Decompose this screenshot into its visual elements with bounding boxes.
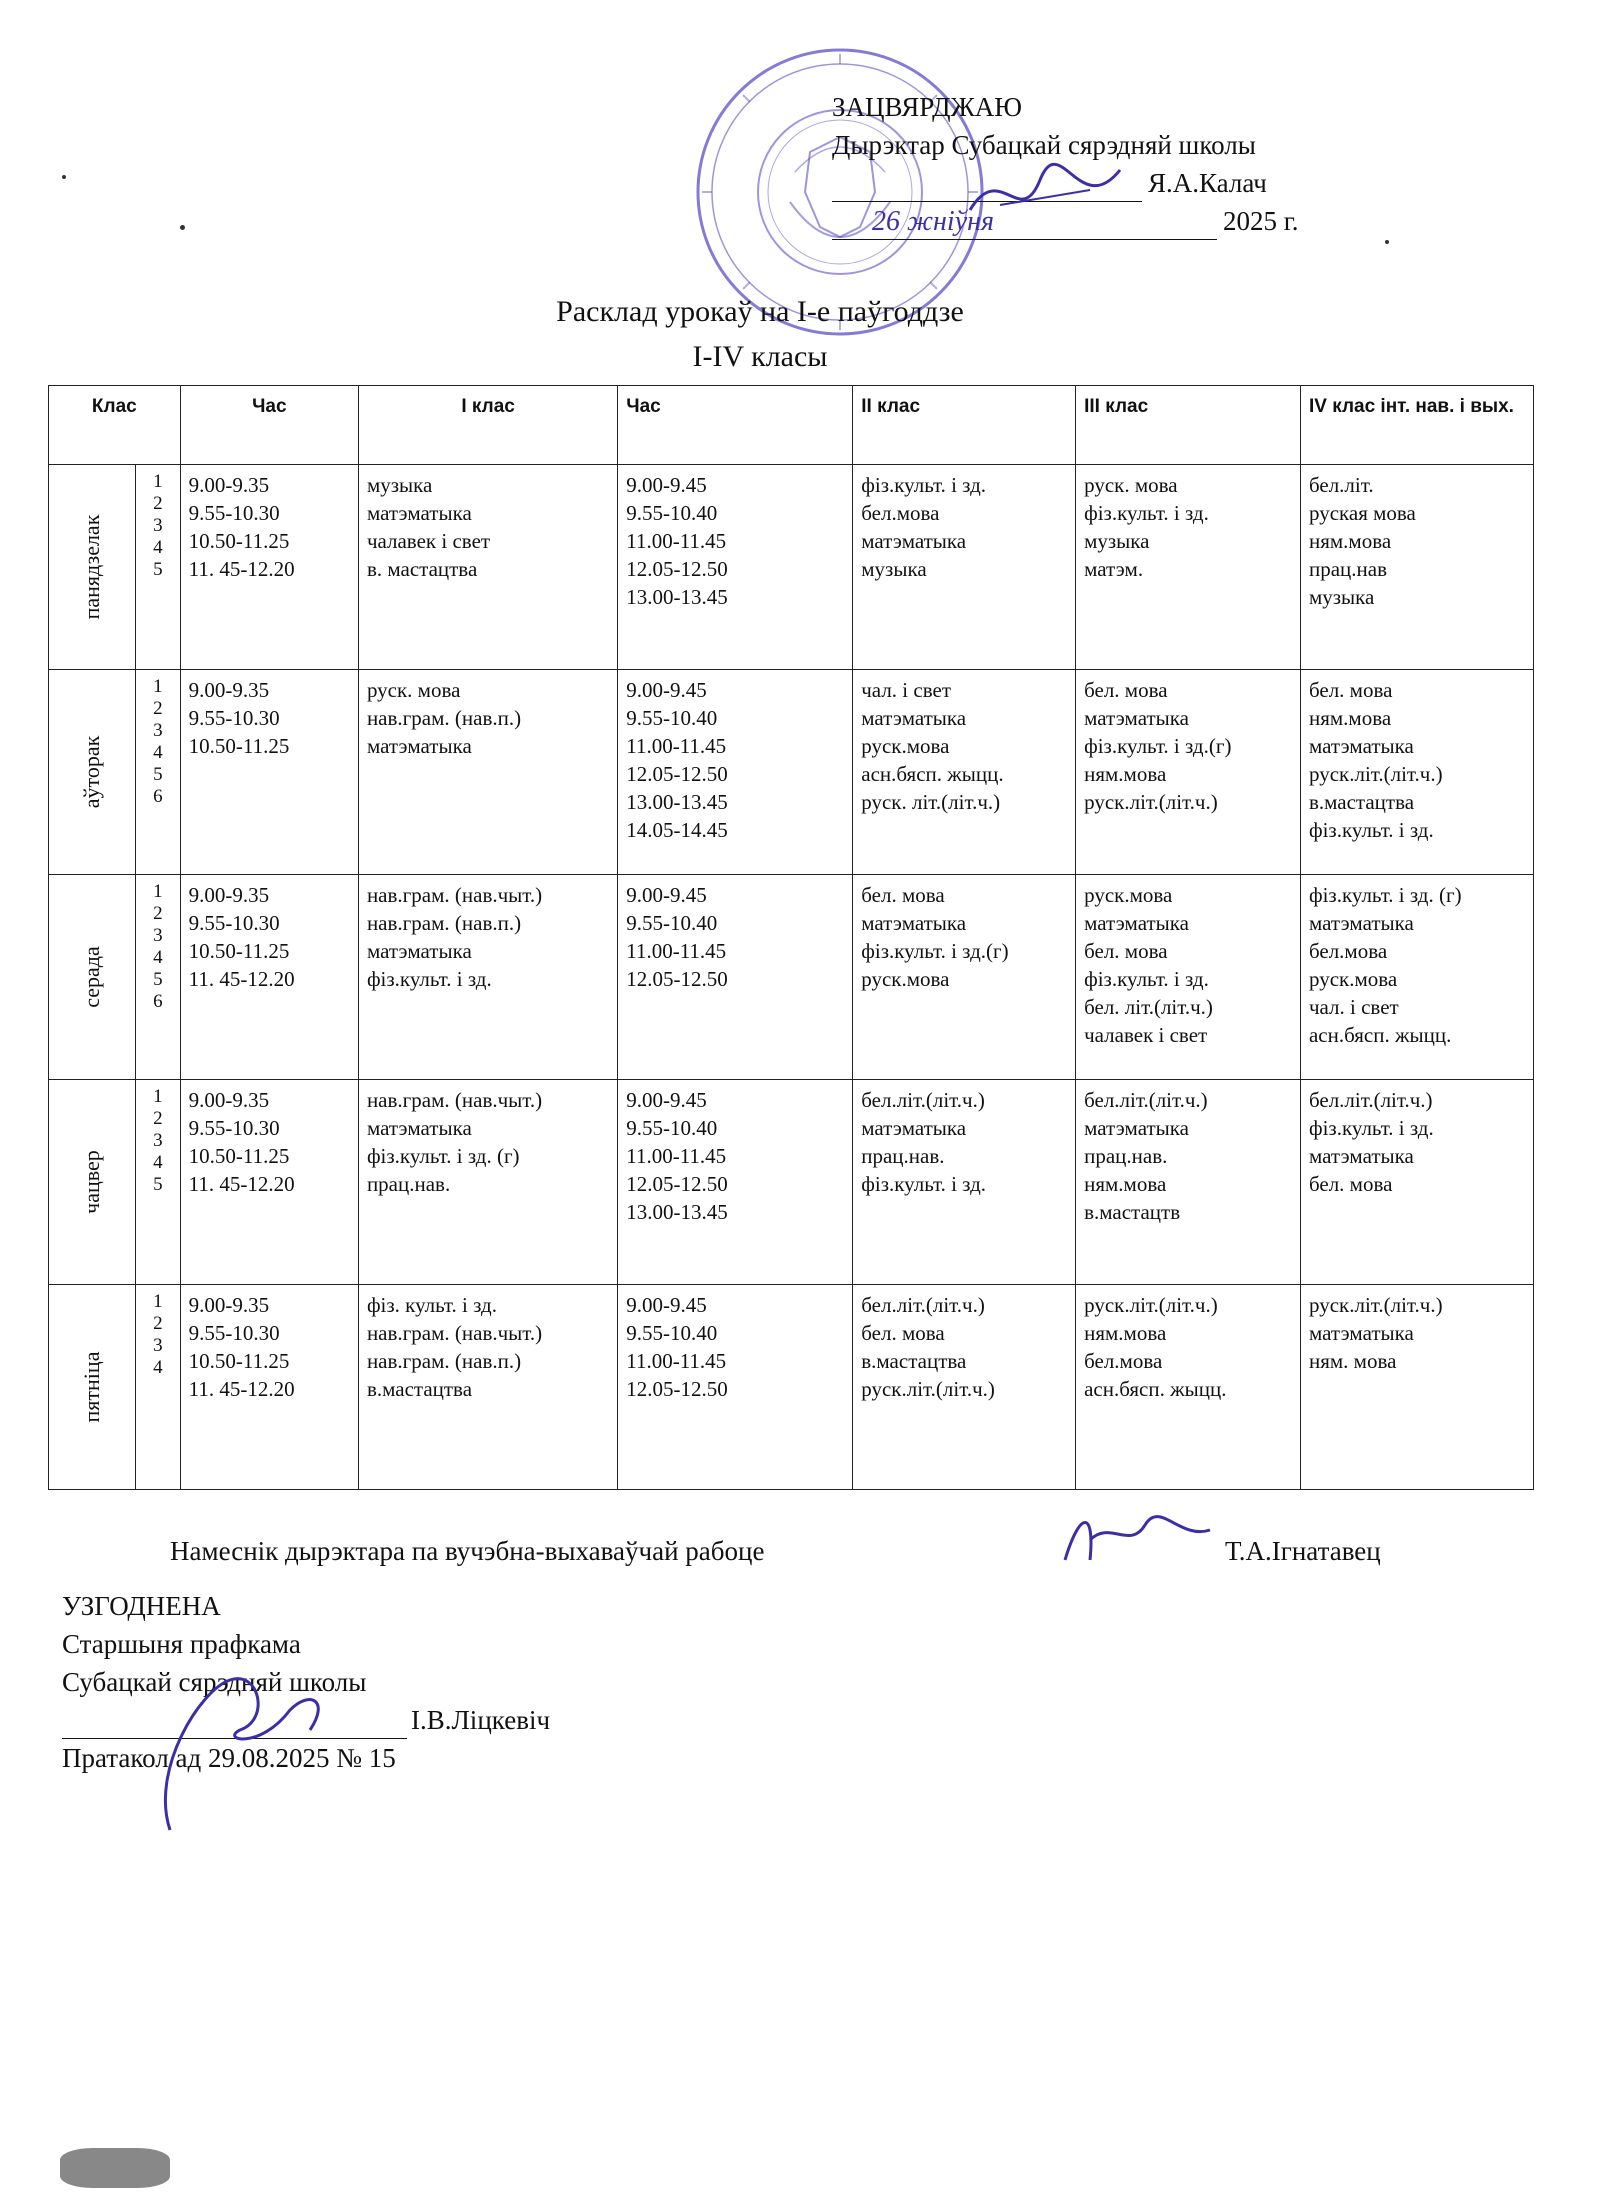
subjects-grade1-line: в.мастацтва xyxy=(366,1377,473,1401)
lesson-numbers-line: 5 xyxy=(153,559,163,580)
subjects-grade2-line: музыка xyxy=(861,557,927,581)
subjects-grade2 xyxy=(853,670,1076,875)
subjects-grade2-line: асн.бясп. жыцц. xyxy=(861,762,1004,786)
subjects-grade4-line: бел. мова xyxy=(1308,1172,1393,1196)
document-subtitle: І-ІV класы xyxy=(692,340,828,373)
lesson-numbers-line: 2 xyxy=(153,493,163,514)
day-name: панядзелак xyxy=(79,514,105,620)
scan-speck xyxy=(1385,240,1389,244)
time-grades2-4-line: 14.05-14.45 xyxy=(626,818,728,842)
deputy-name: Т.А.Ігнатавец xyxy=(1225,1536,1381,1566)
subjects-grade4-line: бел.літ. xyxy=(1308,473,1374,497)
subjects-grade1-line: музыка xyxy=(366,473,433,497)
subjects-grade4-line: матэматыка xyxy=(1308,911,1414,935)
subjects-grade2-line: чал. і свет xyxy=(861,678,951,702)
subjects-grade2-line: бел.мова xyxy=(861,501,940,525)
time-grades2-4-line: 9.55-10.40 xyxy=(626,1116,718,1140)
time-grade1-line: 11. 45-12.20 xyxy=(188,1172,295,1196)
subjects-grade4-line: руск.мова xyxy=(1308,967,1398,991)
subjects-grade1-line: матэматыка xyxy=(366,501,472,525)
subjects-grade3-line: фіз.культ. і зд.(г) xyxy=(1084,734,1232,758)
time-grade1-line: 10.50-11.25 xyxy=(188,939,290,963)
subjects-grade4-line: ням.мова xyxy=(1308,529,1392,553)
subjects-grade1-line: чалавек і свет xyxy=(366,529,491,553)
subjects-grade1-line: фіз. культ. і зд. xyxy=(366,1293,497,1317)
time-grades2-4 xyxy=(618,670,853,875)
time-grade1 xyxy=(180,1285,358,1490)
subjects-grade4 xyxy=(1300,1285,1533,1490)
subjects-grade2-line: руск.літ.(літ.ч.) xyxy=(861,1377,995,1401)
subjects-grade3-line: в.мастацтв xyxy=(1084,1200,1181,1224)
approval-name: Я.А.Калач xyxy=(1148,168,1267,198)
deputy-signature xyxy=(1050,1500,1220,1580)
subjects-grade4-line: ням. мова xyxy=(1308,1349,1397,1373)
header-time-2: Час xyxy=(618,386,853,465)
subjects-grade4-line: фіз.культ. і зд. xyxy=(1308,818,1434,842)
time-grades2-4-line: 9.00-9.45 xyxy=(626,678,707,702)
header-time-1: Час xyxy=(180,386,358,465)
subjects-grade3 xyxy=(1076,1285,1301,1490)
time-grade1-line: 9.55-10.30 xyxy=(188,706,280,730)
time-grades2-4-line: 12.05-12.50 xyxy=(626,1172,728,1196)
union-signature xyxy=(140,1650,340,1840)
time-grade1-line: 10.50-11.25 xyxy=(188,734,290,758)
day-cell xyxy=(49,465,136,670)
subjects-grade4-line: матэматыка xyxy=(1308,1321,1414,1345)
subjects-grade4-line: матэматыка xyxy=(1308,1144,1414,1168)
day-cell xyxy=(49,670,136,875)
subjects-grade3-line: фіз.культ. і зд. xyxy=(1084,501,1209,525)
lesson-numbers-line: 2 xyxy=(153,903,163,924)
subjects-grade3 xyxy=(1076,465,1301,670)
subjects-grade2 xyxy=(853,875,1076,1080)
subjects-grade2-line: руск. літ.(літ.ч.) xyxy=(861,790,1001,814)
header-class-3: ІІІ клас xyxy=(1076,386,1301,465)
time-grade1 xyxy=(180,465,358,670)
subjects-grade1 xyxy=(358,875,617,1080)
time-grades2-4-line: 13.00-13.45 xyxy=(626,585,728,609)
subjects-grade1 xyxy=(358,1285,617,1490)
lesson-numbers xyxy=(136,875,181,1080)
subjects-grade2 xyxy=(853,1080,1076,1285)
approval-heading: ЗАЦВЯРДЖАЮ xyxy=(832,92,1023,122)
subjects-grade2 xyxy=(853,465,1076,670)
time-grade1 xyxy=(180,670,358,875)
table-row xyxy=(49,1080,1534,1285)
subjects-grade2-line: руск.мова xyxy=(861,734,950,758)
time-grades2-4-line: 11.00-11.45 xyxy=(626,734,727,758)
subjects-grade4 xyxy=(1300,670,1533,875)
subjects-grade3-line: фіз.культ. і зд. xyxy=(1084,967,1209,991)
lesson-numbers-line: 5 xyxy=(153,764,163,785)
subjects-grade2 xyxy=(853,1285,1076,1490)
time-grades2-4-line: 11.00-11.45 xyxy=(626,939,727,963)
subjects-grade2-line: бел. мова xyxy=(861,883,945,907)
time-grades2-4-line: 9.00-9.45 xyxy=(626,473,707,497)
lesson-numbers-line: 2 xyxy=(153,698,163,719)
day-name: серада xyxy=(79,946,105,1008)
subjects-grade3-line: бел.літ.(літ.ч.) xyxy=(1084,1088,1208,1112)
lesson-numbers xyxy=(136,1080,181,1285)
subjects-grade4-line: руская мова xyxy=(1308,501,1416,525)
subjects-grade2-line: прац.нав. xyxy=(861,1144,945,1168)
lesson-numbers-line: 3 xyxy=(153,1130,163,1151)
subjects-grade2-line: матэматыка xyxy=(861,529,967,553)
lesson-numbers-line: 1 xyxy=(153,676,163,697)
day-cell xyxy=(49,1285,136,1490)
time-grade1-line: 9.55-10.30 xyxy=(188,911,280,935)
subjects-grade1-line: фіз.культ. і зд. xyxy=(366,967,492,991)
subjects-grade2-line: фіз.культ. і зд.(г) xyxy=(861,939,1009,963)
subjects-grade3-line: матэм. xyxy=(1084,557,1144,581)
subjects-grade1-line: матэматыка xyxy=(366,734,472,758)
subjects-grade4-line: ням.мова xyxy=(1308,706,1392,730)
subjects-grade3-line: матэматыка xyxy=(1084,911,1189,935)
time-grades2-4-line: 9.55-10.40 xyxy=(626,1321,718,1345)
subjects-grade2-line: бел.літ.(літ.ч.) xyxy=(861,1293,985,1317)
subjects-grade1-line: нав.грам. (нав.п.) xyxy=(366,911,522,935)
subjects-grade3-line: руск.літ.(літ.ч.) xyxy=(1084,1293,1218,1317)
table-header-row xyxy=(49,386,1534,465)
subjects-grade4 xyxy=(1300,1080,1533,1285)
subjects-grade4-line: бел.літ.(літ.ч.) xyxy=(1308,1088,1433,1112)
approval-year: 2025 г. xyxy=(1223,206,1299,236)
subjects-grade1 xyxy=(358,1080,617,1285)
scan-speck xyxy=(180,225,185,230)
header-class-2: ІІ клас xyxy=(853,386,1076,465)
subjects-grade3-line: ням.мова xyxy=(1084,1321,1167,1345)
time-grade1 xyxy=(180,875,358,1080)
subjects-grade4-line: бел.мова xyxy=(1308,939,1388,963)
lesson-numbers-line: 3 xyxy=(153,1335,163,1356)
subjects-grade4-line: матэматыка xyxy=(1308,734,1414,758)
time-grades2-4-line: 11.00-11.45 xyxy=(626,529,727,553)
approval-date-handwritten: 26 жніўня xyxy=(872,206,995,237)
time-grades2-4 xyxy=(618,875,853,1080)
time-grades2-4-line: 13.00-13.45 xyxy=(626,790,728,814)
lesson-numbers-line: 5 xyxy=(153,969,163,990)
subjects-grade3-line: руск. мова xyxy=(1084,473,1178,497)
subjects-grade3-line: ням.мова xyxy=(1084,1172,1167,1196)
deputy-position: Намеснік дырэктара па вучэбна-выхаваўчай рабоце xyxy=(170,1536,765,1566)
subjects-grade1-line: в. мастацтва xyxy=(366,557,478,581)
time-grades2-4-line: 11.00-11.45 xyxy=(626,1144,727,1168)
time-grade1-line: 9.00-9.35 xyxy=(188,1088,270,1112)
subjects-grade4-line: руск.літ.(літ.ч.) xyxy=(1308,762,1443,786)
subjects-grade1-line: фіз.культ. і зд. (г) xyxy=(366,1144,520,1168)
subjects-grade4-line: бел. мова xyxy=(1308,678,1393,702)
lesson-numbers xyxy=(136,1285,181,1490)
subjects-grade4-line: руск.літ.(літ.ч.) xyxy=(1308,1293,1443,1317)
day-name: чацвер xyxy=(79,1150,105,1214)
header-class-4: ІV клас інт. нав. і вых. xyxy=(1300,386,1533,465)
subjects-grade3-line: музыка xyxy=(1084,529,1150,553)
time-grade1-line: 9.55-10.30 xyxy=(188,1116,280,1140)
subjects-grade3-line: чалавек і свет xyxy=(1084,1023,1208,1047)
agreed-line2: Субацкай сярэдняй школы xyxy=(62,1667,367,1697)
approval-position: Дырэктар Субацкай сярэдняй школы xyxy=(832,130,1256,160)
subjects-grade3-line: руск.мова xyxy=(1084,883,1173,907)
time-grades2-4-line: 9.00-9.45 xyxy=(626,1088,707,1112)
lesson-numbers-line: 3 xyxy=(153,925,163,946)
subjects-grade2-line: матэматыка xyxy=(861,706,967,730)
time-grade1-line: 9.55-10.30 xyxy=(188,501,280,525)
time-grade1 xyxy=(180,1080,358,1285)
lesson-numbers xyxy=(136,670,181,875)
header-class: Клас xyxy=(49,386,181,465)
subjects-grade3-line: бел.мова xyxy=(1084,1349,1163,1373)
day-cell xyxy=(49,875,136,1080)
time-grade1-line: 9.00-9.35 xyxy=(188,473,270,497)
agreed-heading: УЗГОДНЕНА xyxy=(62,1591,221,1621)
subjects-grade2-line: матэматыка xyxy=(861,911,967,935)
time-grade1-line: 9.00-9.35 xyxy=(188,1293,270,1317)
subjects-grade4 xyxy=(1300,875,1533,1080)
subjects-grade2-line: бел. мова xyxy=(861,1321,945,1345)
lesson-numbers-line: 6 xyxy=(153,991,163,1012)
time-grade1-line: 10.50-11.25 xyxy=(188,529,290,553)
subjects-grade4-line: в.мастацтва xyxy=(1308,790,1415,814)
subjects-grade1-line: нав.грам. (нав.п.) xyxy=(366,706,522,730)
director-signature xyxy=(960,150,1130,240)
lesson-numbers-line: 4 xyxy=(153,947,163,968)
day-cell xyxy=(49,1080,136,1285)
time-grades2-4-line: 12.05-12.50 xyxy=(626,1377,728,1401)
table-row xyxy=(49,465,1534,670)
agreed-protocol: Пратакол ад 29.08.2025 № 15 xyxy=(62,1743,396,1773)
time-grades2-4 xyxy=(618,465,853,670)
time-grades2-4-line: 9.55-10.40 xyxy=(626,706,718,730)
subjects-grade3-line: бел. мова xyxy=(1084,678,1168,702)
subjects-grade4-line: фіз.культ. і зд. xyxy=(1308,1116,1434,1140)
day-name: пятніца xyxy=(79,1351,105,1423)
lesson-numbers-line: 3 xyxy=(153,515,163,536)
time-grades2-4-line: 9.00-9.45 xyxy=(626,883,707,907)
subjects-grade3-line: бел. літ.(літ.ч.) xyxy=(1084,995,1213,1019)
subjects-grade1-line: нав.грам. (нав.п.) xyxy=(366,1349,522,1373)
time-grades2-4-line: 9.55-10.40 xyxy=(626,911,718,935)
subjects-grade2-line: руск.мова xyxy=(861,967,950,991)
time-grade1-line: 11. 45-12.20 xyxy=(188,557,295,581)
subjects-grade1 xyxy=(358,670,617,875)
subjects-grade4 xyxy=(1300,465,1533,670)
agreed-name: І.В.Ліцкевіч xyxy=(411,1705,551,1735)
lesson-numbers-line: 4 xyxy=(153,537,163,558)
table-row xyxy=(49,670,1534,875)
table-row xyxy=(49,1285,1534,1490)
header-class-1: І клас xyxy=(358,386,617,465)
lesson-numbers-line: 6 xyxy=(153,786,163,807)
day-name: аўторак xyxy=(79,735,105,809)
subjects-grade3-line: прац.нав. xyxy=(1084,1144,1168,1168)
subjects-grade4-line: музыка xyxy=(1308,585,1375,609)
subjects-grade3-line: асн.бясп. жыцц. xyxy=(1084,1377,1227,1401)
lesson-numbers-line: 1 xyxy=(153,1086,163,1107)
table-row xyxy=(49,875,1534,1080)
schedule-table xyxy=(48,385,1534,1490)
scan-speck xyxy=(62,175,66,179)
time-grade1-line: 9.00-9.35 xyxy=(188,678,270,702)
lesson-numbers-line: 1 xyxy=(153,1291,163,1312)
agreed-line1: Старшыня прафкама xyxy=(62,1629,301,1659)
subjects-grade2-line: фіз.культ. і зд. xyxy=(861,473,987,497)
time-grade1-line: 10.50-11.25 xyxy=(188,1144,290,1168)
subjects-grade2-line: фіз.культ. і зд. xyxy=(861,1172,987,1196)
subjects-grade1-line: руск. мова xyxy=(366,678,461,702)
subjects-grade3-line: ням.мова xyxy=(1084,762,1167,786)
subjects-grade1-line: нав.грам. (нав.чыт.) xyxy=(366,1321,543,1345)
lesson-numbers xyxy=(136,465,181,670)
time-grades2-4-line: 9.00-9.45 xyxy=(626,1293,707,1317)
subjects-grade3-line: бел. мова xyxy=(1084,939,1168,963)
subjects-grade1 xyxy=(358,465,617,670)
lesson-numbers-line: 4 xyxy=(153,1357,163,1378)
subjects-grade4-line: фіз.культ. і зд. (г) xyxy=(1308,883,1462,907)
lesson-numbers-line: 5 xyxy=(153,1174,163,1195)
subjects-grade1-line: матэматыка xyxy=(366,1116,472,1140)
scan-speck xyxy=(60,2148,170,2188)
time-grades2-4-line: 9.55-10.40 xyxy=(626,501,718,525)
lesson-numbers-line: 4 xyxy=(153,742,163,763)
lesson-numbers-line: 1 xyxy=(153,881,163,902)
time-grades2-4-line: 12.05-12.50 xyxy=(626,557,728,581)
lesson-numbers-line: 3 xyxy=(153,720,163,741)
time-grade1-line: 9.00-9.35 xyxy=(188,883,270,907)
subjects-grade4-line: прац.нав xyxy=(1308,557,1387,581)
subjects-grade4-line: асн.бясп. жыцц. xyxy=(1308,1023,1452,1047)
subjects-grade1-line: матэматыка xyxy=(366,939,472,963)
subjects-grade3 xyxy=(1076,670,1301,875)
time-grade1-line: 10.50-11.25 xyxy=(188,1349,290,1373)
document-title: Расклад урокаў на І-е паўгоддзе xyxy=(556,295,964,328)
time-grades2-4-line: 12.05-12.50 xyxy=(626,762,728,786)
time-grades2-4-line: 12.05-12.50 xyxy=(626,967,728,991)
lesson-numbers-line: 2 xyxy=(153,1313,163,1334)
subjects-grade3-line: матэматыка xyxy=(1084,706,1189,730)
subjects-grade3 xyxy=(1076,875,1301,1080)
time-grade1-line: 11. 45-12.20 xyxy=(188,967,295,991)
subjects-grade4-line: чал. і свет xyxy=(1308,995,1399,1019)
subjects-grade2-line: в.мастацтва xyxy=(861,1349,967,1373)
lesson-numbers-line: 4 xyxy=(153,1152,163,1173)
subjects-grade1-line: нав.грам. (нав.чыт.) xyxy=(366,1088,543,1112)
subjects-grade1-line: нав.грам. (нав.чыт.) xyxy=(366,883,543,907)
lesson-numbers-line: 2 xyxy=(153,1108,163,1129)
subjects-grade3-line: руск.літ.(літ.ч.) xyxy=(1084,790,1218,814)
time-grades2-4-line: 11.00-11.45 xyxy=(626,1349,727,1373)
time-grades2-4 xyxy=(618,1285,853,1490)
time-grades2-4-line: 13.00-13.45 xyxy=(626,1200,728,1224)
subjects-grade1-line: прац.нав. xyxy=(366,1172,451,1196)
subjects-grade3 xyxy=(1076,1080,1301,1285)
subjects-grade2-line: бел.літ.(літ.ч.) xyxy=(861,1088,985,1112)
subjects-grade3-line: матэматыка xyxy=(1084,1116,1189,1140)
subjects-grade2-line: матэматыка xyxy=(861,1116,967,1140)
time-grade1-line: 11. 45-12.20 xyxy=(188,1377,295,1401)
time-grade1-line: 9.55-10.30 xyxy=(188,1321,280,1345)
lesson-numbers-line: 1 xyxy=(153,471,163,492)
time-grades2-4 xyxy=(618,1080,853,1285)
